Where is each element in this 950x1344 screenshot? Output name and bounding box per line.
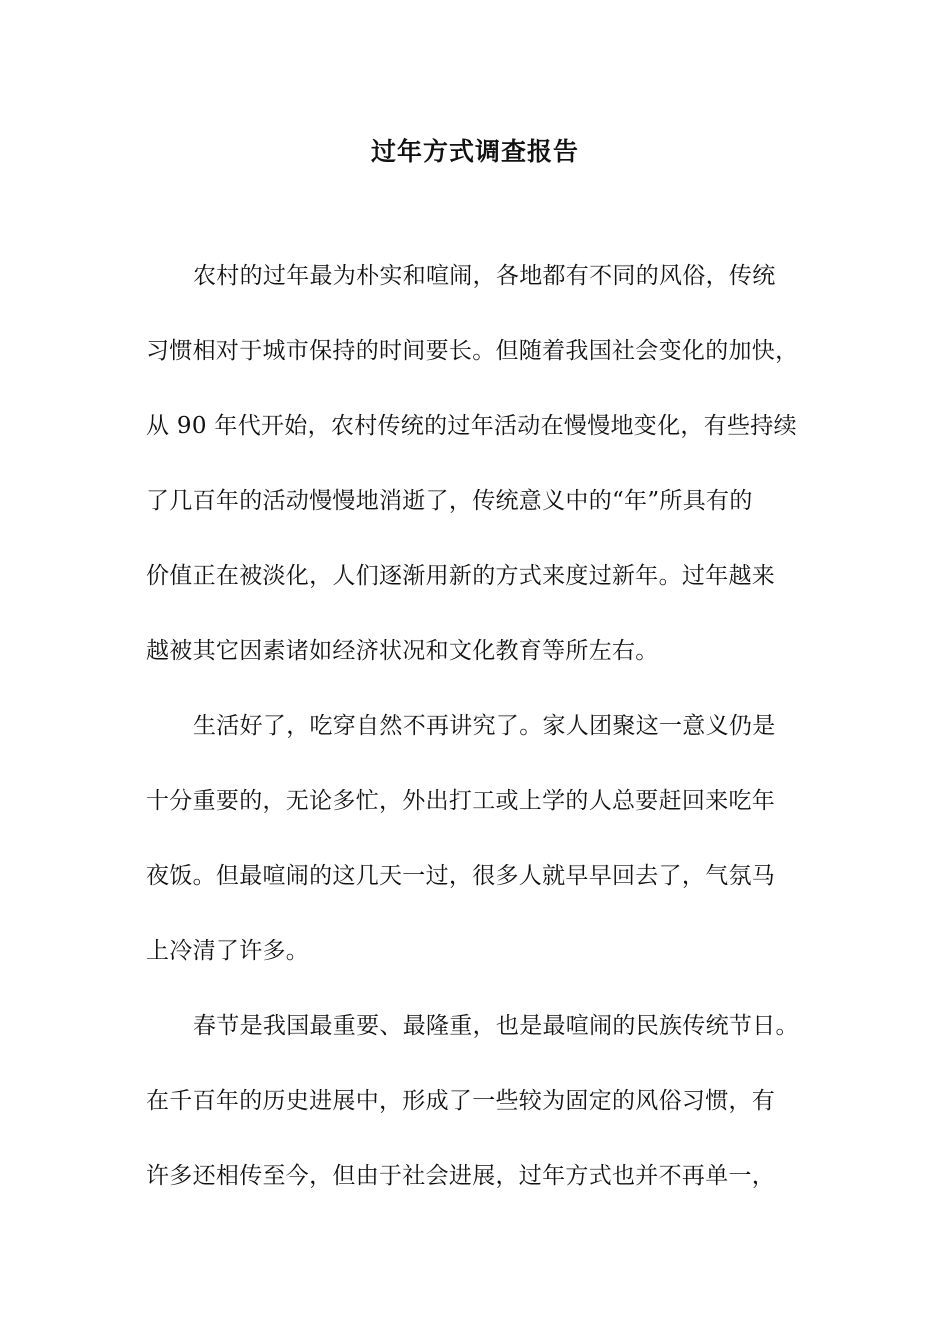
paragraph-1-line-5: 价值正在被淡化，人们逐渐用新的方式来度过新年。过年越来: [146, 563, 776, 589]
paragraph-2-line-1: 生活好了，吃穿自然不再讲究了。家人团聚这一意义仍是: [193, 713, 776, 739]
paragraph-3-line-1: 春节是我国最重要、最隆重，也是最喧闹的民族传统节日。: [193, 1013, 799, 1039]
paragraph-2-line-3: 夜饭。但最喧闹的这几天一过，很多人就早早回去了，气氛马: [146, 863, 776, 889]
paragraph-2-line-2: 十分重要的，无论多忙，外出打工或上学的人总要赶回来吃年: [146, 788, 776, 814]
paragraph-1-line-4: 了几百年的活动慢慢地消逝了，传统意义中的“年”所具有的: [146, 488, 753, 514]
paragraph-3-line-3: 许多还相传至今，但由于社会进展，过年方式也并不再单一，: [146, 1163, 776, 1189]
paragraph-2-line-4: 上冷清了许多。: [146, 938, 310, 964]
paragraph-1-line-1: 农村的过年最为朴实和喧闹，各地都有不同的风俗，传统: [193, 263, 776, 289]
paragraph-1-line-3: 从 90 年代开始，农村传统的过年活动在慢慢地变化，有些持续: [146, 413, 797, 439]
paragraph-3-line-2: 在千百年的历史进展中，形成了一些较为固定的风俗习惯，有: [146, 1088, 776, 1114]
document-title: 过年方式调查报告: [370, 137, 579, 166]
paragraph-1-line-2: 习惯相对于城市保持的时间要长。但随着我国社会变化的加快，: [146, 338, 799, 364]
paragraph-1-line-6: 越被其它因素诸如经济状况和文化教育等所左右。: [146, 638, 659, 664]
